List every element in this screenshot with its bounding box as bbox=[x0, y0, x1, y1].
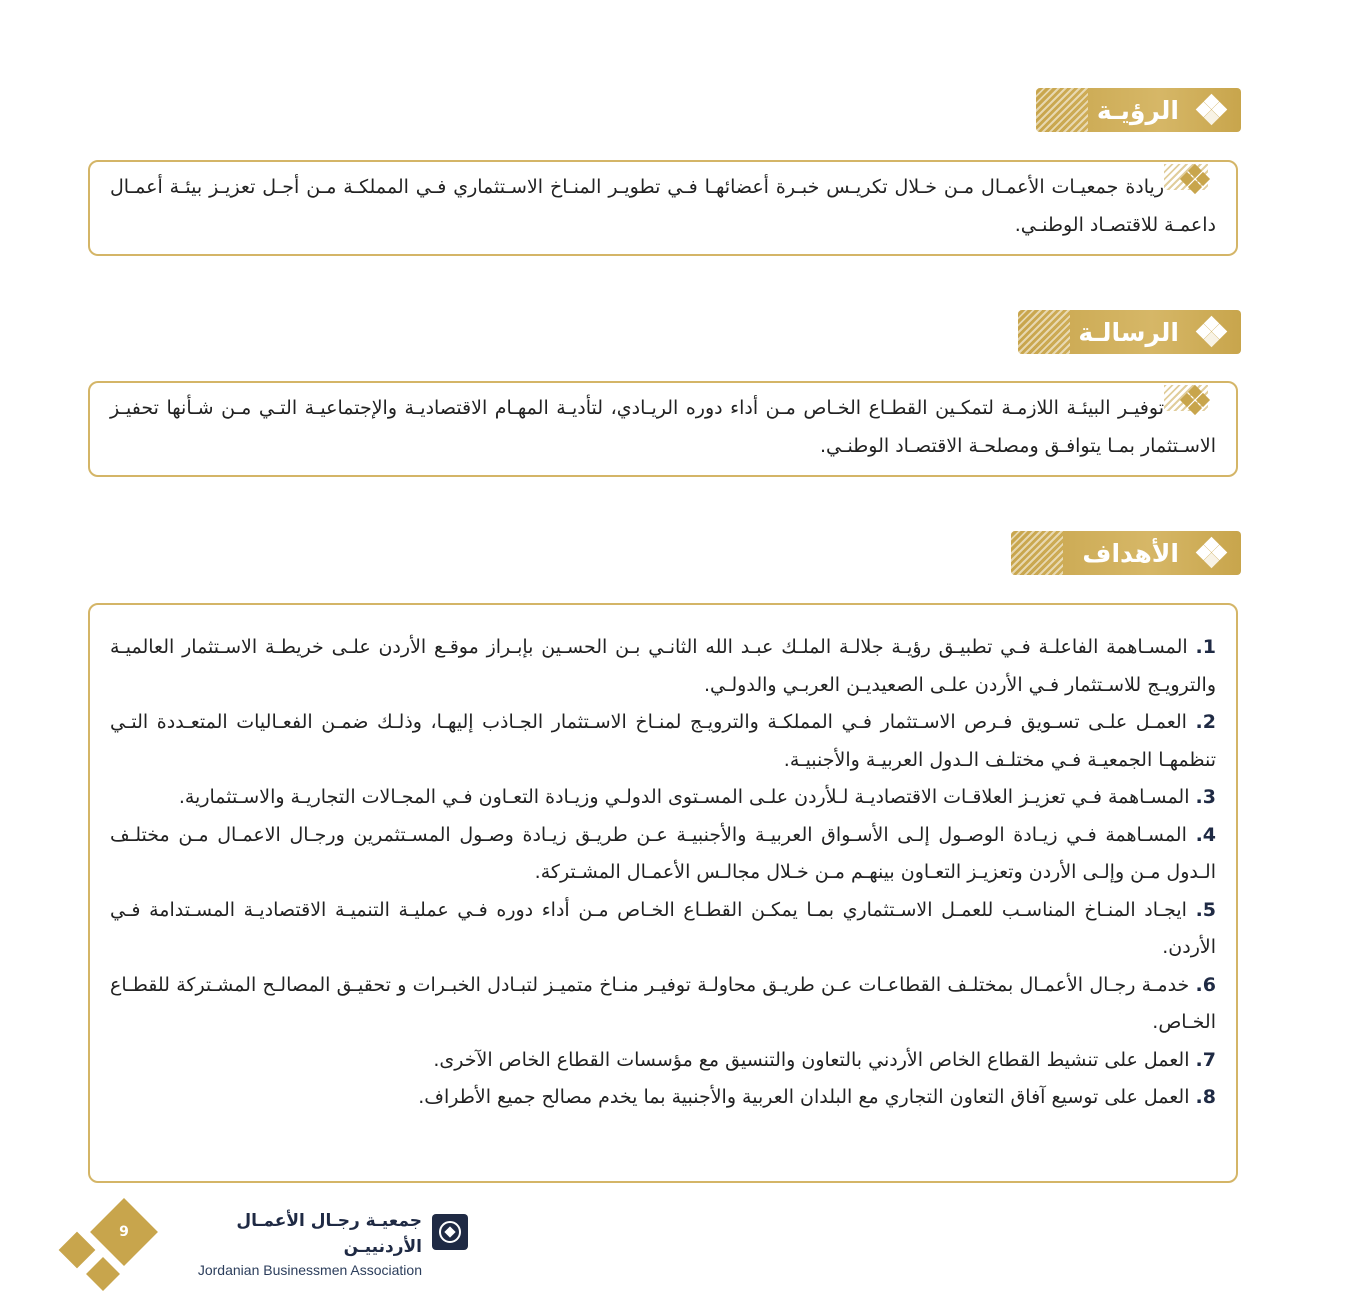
objective-item: 5. ايجـاد المنـاخ المناسـب للعمـل الاسـتثماري بمـا يمكـن القطـاع الخـاص مـن أداء دوره فـي عمليـة التنميـة الاقتصاديـة المسـتدامة فـي الأردن. bbox=[110, 898, 1217, 958]
mission-text: توفيـر البيئـة اللازمـة لتمكـين القطـاع الخـاص مـن أداء دوره الريـادي، لتأديـة المهـام الاقتصاديـة والإجتماعيـة التـي مـن شـأنها تحفيـز الاسـتثمار بمـا يتوافـق ومصلحـة الاقتصـاد الوطنـي. bbox=[110, 397, 1216, 457]
organization-logo-icon bbox=[432, 1214, 468, 1250]
objective-item: 7. العمل على تنشيط القطاع الخاص الأردني بالتعاون والتنسيق مع مؤسسات القطاع الخاص الآخرى. bbox=[433, 1048, 1216, 1071]
header-stripes bbox=[1011, 531, 1063, 575]
organization-name bbox=[172, 1208, 422, 1280]
objectives-list bbox=[110, 629, 1216, 1117]
gold-diamond-icon bbox=[1180, 164, 1210, 194]
objectives-header bbox=[1011, 531, 1241, 575]
footer-diamond-left bbox=[59, 1232, 96, 1269]
vision-text: ريادة جمعيـات الأعمـال مـن خـلال تكريـس خبـرة أعضائهـا فـي تطويـر المنـاخ الاسـتثماري فـي المملكـة مـن أجـل تعزيـز بيئـة أعمـال داعمـة للاقتصـاد الوطنـي. bbox=[110, 176, 1216, 236]
footer-diamond-bottom bbox=[86, 1257, 120, 1291]
gold-diamond-icon bbox=[1180, 385, 1210, 415]
header-stripes bbox=[1036, 88, 1088, 132]
vision-header bbox=[1036, 88, 1241, 132]
mission-box bbox=[88, 381, 1238, 477]
objective-item: 2. العمـل علـى تسـويق فـرص الاسـتثمار فـي المملكـة والترويـج لمنـاخ الاسـتثمار الجـاذب إليهـا، وذلـك ضمـن الفعـاليات المتعـددة التـي تنظمهـا الجمعيـة فـي مختلـف الـدول العربيـة والأجنبيـة. bbox=[110, 711, 1216, 771]
objective-item: 4. المسـاهمة فـي زيـادة الوصـول إلـى الأسـواق العربيـة والأجنبيـة عـن طريـق زيـادة وصـول المسـتثمرين ورجـال الاعمـال مـن مختلـف الـدول مـن وإلـى الأردن وتعزيـز التعـاون بينهـم مـن خـلال مجالـس الأعمـال المشـتركة. bbox=[110, 823, 1217, 883]
vision-box bbox=[88, 160, 1238, 256]
objective-item: 1. المسـاهمة الفاعلـة فـي تطبيـق رؤيـة جلالـة الملـك عبـد الله الثانـي بـن الحسـين بإبـراز موقـع الأردن علـى خريطـة الاسـتثمار العالميـة والترويـج للاسـتثمار فـي الأردن علـى الصعيديـن العربـي والدولـي. bbox=[110, 636, 1216, 696]
organization-name-en: Jordanian Businessmen Association bbox=[197, 1262, 422, 1278]
diamond-cluster-icon bbox=[1195, 536, 1229, 570]
vision-title: الرؤيـة bbox=[1096, 95, 1179, 125]
objective-item: 6. خدمـة رجـال الأعمـال بمختلـف القطاعـات عـن طريـق محاولـة توفيـر منـاخ متميـز لتبـادل الخبـرات و تحقيـق المصالـح المشـتركة للقطـاع الخـاص. bbox=[110, 973, 1216, 1033]
header-stripes bbox=[1018, 310, 1070, 354]
objective-item: 3. المسـاهمة فـي تعزيـز العلاقـات الاقتصاديـة لـلأردن علـى المسـتوى الدولـي وزيـادة التعـاون فـي المجـالات التجاريـة والاسـتثمارية. bbox=[178, 786, 1216, 808]
mission-header bbox=[1018, 310, 1241, 354]
page-number: 9 bbox=[119, 1224, 129, 1240]
mission-title: الرسالـة bbox=[1078, 317, 1179, 347]
objective-item: 8. العمل على توسيع آفاق التعاون التجاري مع البلدان العربية والأجنبية بما يخدم مصالح جميع الأطراف. bbox=[418, 1086, 1216, 1108]
diamond-cluster-icon bbox=[1195, 93, 1229, 127]
objectives-title: الأهداف bbox=[1082, 538, 1179, 568]
objectives-box bbox=[88, 603, 1238, 1183]
diamond-cluster-icon bbox=[1195, 315, 1229, 349]
organization-name-ar: جمعيـة رجـال الأعمـال الأردنييـن bbox=[236, 1211, 422, 1257]
